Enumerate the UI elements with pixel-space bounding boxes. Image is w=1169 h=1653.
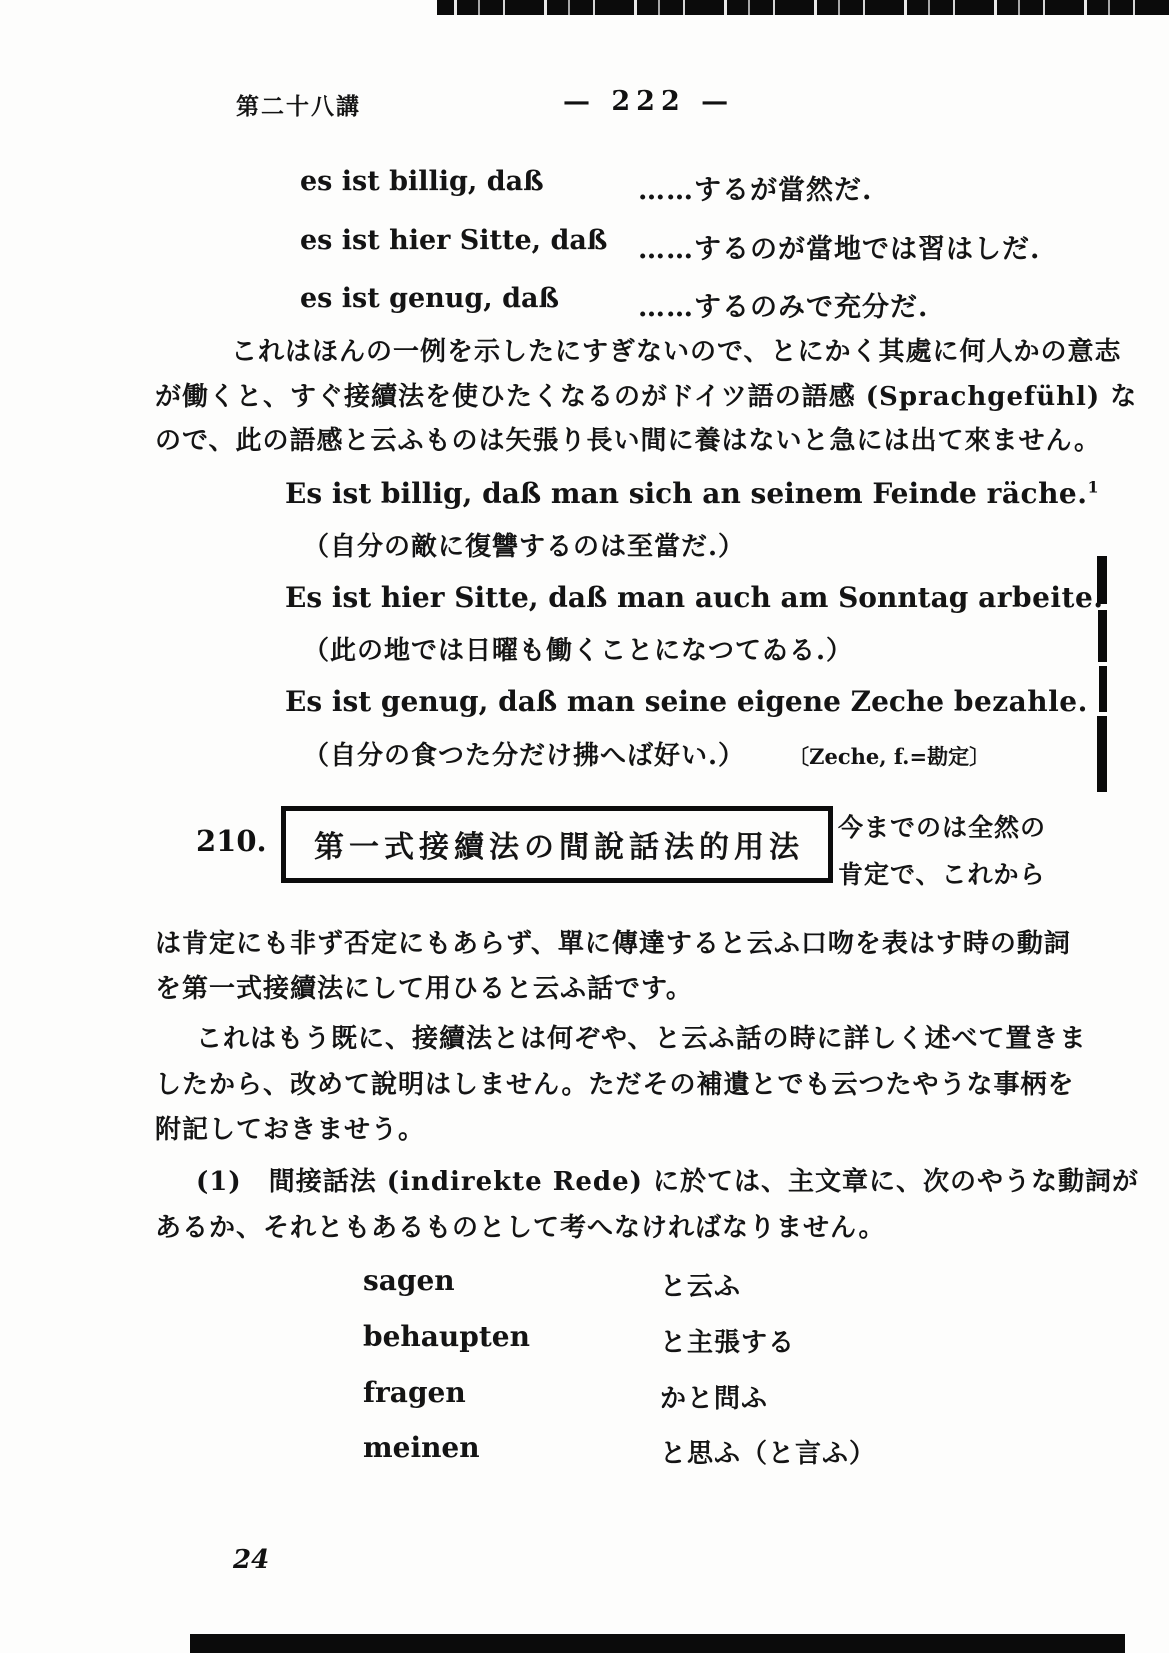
verb-japanese: かと問ふ — [660, 1384, 769, 1414]
example-german-verb: arbeite. — [978, 581, 1104, 614]
scan-artifact-bottom-bar — [190, 1634, 1125, 1653]
header-chapter-title: 第二十八講 — [236, 93, 361, 120]
vocabulary-note: 〔Zeche, f.=勘定〕 — [788, 744, 991, 769]
section-side-text — [838, 804, 1046, 898]
body-paragraph-line: これはもう既に、接續法とは何ぞや、と云ふ話の時に詳しく述べて置きま — [196, 1024, 1087, 1054]
verb-german: fragen — [363, 1376, 466, 1409]
phrase-japanese: ……するのみで充分だ. — [638, 292, 929, 323]
section-side-line: 今までのは全然の — [838, 813, 1047, 842]
scan-artifact-right-mark — [1097, 716, 1107, 792]
example-german-verb: bezahle. — [953, 685, 1088, 718]
phrase-german: es ist billig, daß — [300, 166, 544, 197]
phrase-german: es ist genug, daß — [300, 283, 559, 314]
verb-german: behaupten — [363, 1320, 530, 1353]
example-german-lead: Es ist hier Sitte, daß man auch am Sonntag — [285, 581, 979, 614]
verb-german: sagen — [363, 1264, 455, 1297]
body-paragraph-line: 附記しておきませう。 — [155, 1115, 426, 1145]
example-japanese-translation: （此の地では日曜も働くことになつてゐる.） — [303, 636, 854, 666]
example-german-verb: räche. — [986, 477, 1088, 510]
example-japanese-translation: （自分の食つた分だけ拂へば好い.） — [303, 741, 746, 771]
section-side-line: 肯定で、これから — [838, 860, 1046, 889]
phrase-german: es ist hier Sitte, daß — [300, 225, 608, 256]
example-japanese-translation-row — [303, 735, 990, 772]
example-german-sentence — [285, 581, 1104, 614]
verb-japanese: と云ふ — [660, 1272, 742, 1302]
intro-paragraph-line: ので、此の語感と云ふものは矢張り長い間に養はないと急には出て來ません。 — [155, 426, 1102, 456]
section-number: 210. — [196, 824, 267, 858]
verb-japanese: と思ふ（と言ふ） — [660, 1439, 877, 1469]
intro-paragraph-line: が働くと、すぐ接續法を使ひたくなるのがドイツ語の語感 (Sprachgefühl) な — [155, 382, 1138, 412]
body-paragraph-line: は肯定にも非ず否定にもあらず、單に傳達すると云ふ口吻を表はす時の動詞 — [155, 929, 1071, 959]
section-title-box: 第一式接續法の間說話法的用法 — [281, 806, 833, 883]
body-paragraph-line: したから、改めて說明はしません。ただその補遺とでも云つたやうな事柄を — [155, 1070, 1075, 1100]
footer-page-number: 24 — [233, 1545, 270, 1575]
example-german-sentence — [285, 685, 1088, 718]
intro-paragraph-line: これはほんの一例を示したにすぎないので、とにかく其處に何人かの意志 — [231, 337, 1122, 367]
phrase-japanese: ……するのが當地では習はしだ. — [638, 234, 1041, 265]
example-german-lead: Es ist billig, daß man sich an seinem Feinde — [285, 477, 987, 510]
example-german-sentence — [285, 477, 1099, 510]
header-page-number: — 222 — — [563, 86, 735, 117]
body-paragraph-line: あるか、それともあるものとして考へなければなりません。 — [155, 1213, 886, 1243]
body-paragraph-line: (1) 間接話法 (indirekte Rede) に於ては、主文章に、次のやうな動詞が — [196, 1167, 1139, 1197]
example-german-lead: Es ist genug, daß man seine eigene Zeche — [285, 685, 954, 718]
scan-artifact-right-mark — [1099, 666, 1107, 712]
scan-artifact-top-bar — [437, 0, 1169, 15]
verb-japanese: と主張する — [660, 1328, 796, 1358]
phrase-japanese: ……するが當然だ. — [638, 175, 873, 206]
scan-artifact-right-mark — [1098, 610, 1107, 662]
body-paragraph-line: を第一式接續法にして用ひると云ふ話です。 — [155, 974, 693, 1004]
verb-german: meinen — [363, 1431, 480, 1464]
footnote-marker: 1 — [1087, 477, 1099, 497]
example-japanese-translation: （自分の敵に復讐するのは至當だ.） — [303, 532, 746, 562]
